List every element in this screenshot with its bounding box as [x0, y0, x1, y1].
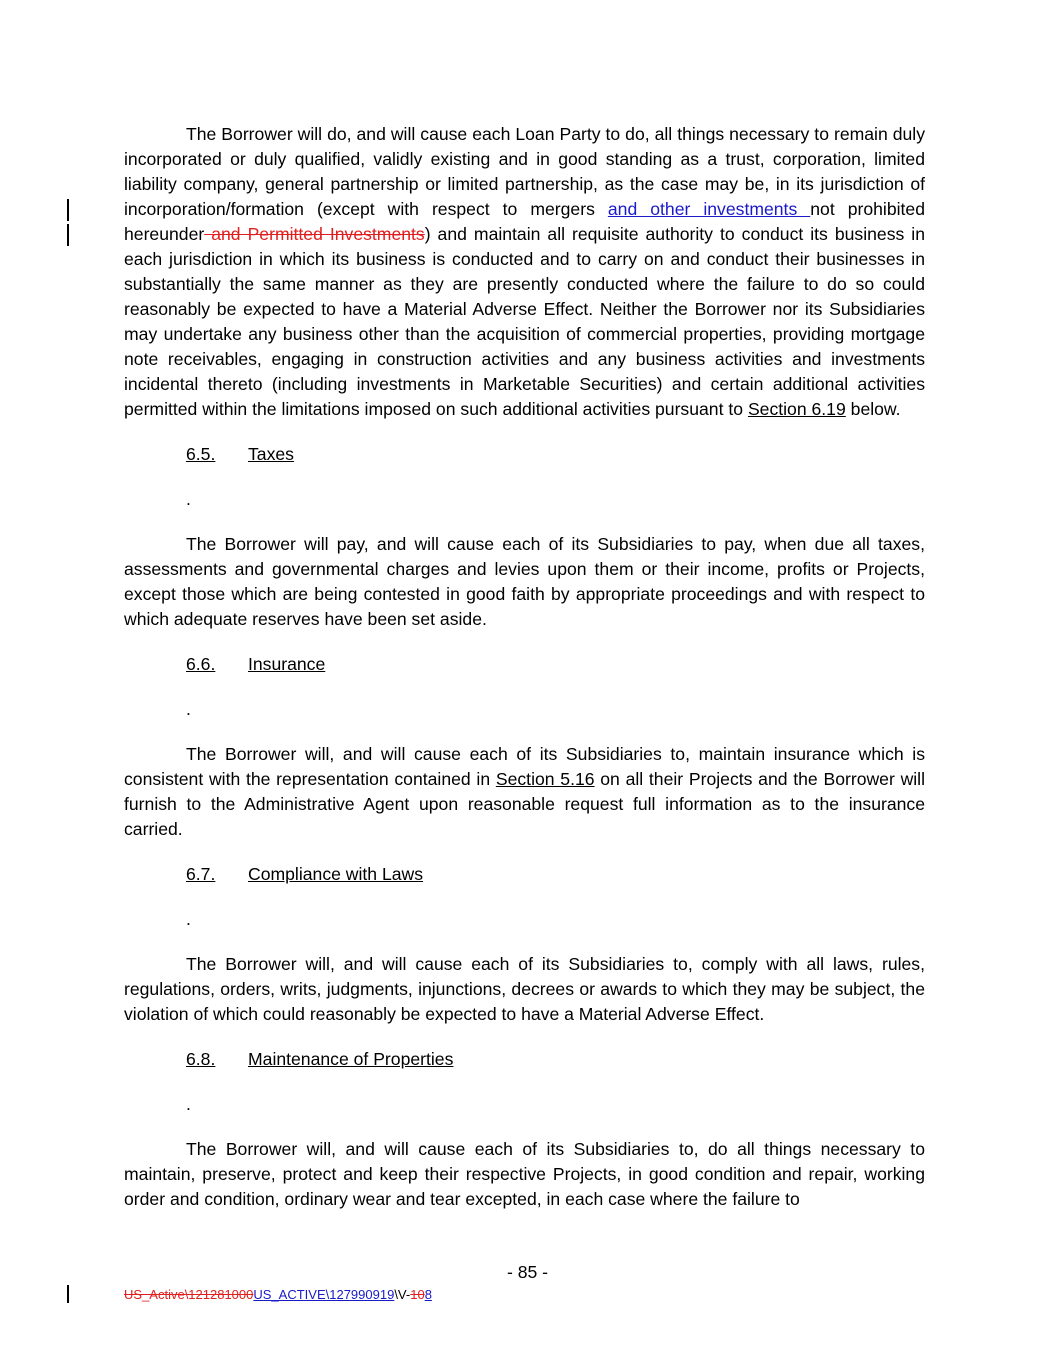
section-heading-6-6: 6.6. Insurance	[186, 654, 326, 674]
change-bar	[67, 1285, 69, 1303]
paragraph-maintenance: The Borrower will, and will cause each of its Subsidiaries to, do all things necessary to maintain, preserve, protect and keep their respective Projects, in good condition and repair, working order and condition, ordinary wear and tear excepted, in each case where the failure to	[124, 1139, 925, 1209]
change-bar	[67, 224, 69, 246]
dot-line: .	[186, 699, 191, 719]
section-heading-6-5: 6.5. Taxes	[186, 444, 294, 464]
dot-line: .	[186, 489, 191, 509]
page-number: - 85 -	[506, 1262, 549, 1282]
paragraph-taxes: The Borrower will pay, and will cause each of its Subsidiaries to pay, when due all taxes, assessments and governmental charges and levies upon them or their income, profits or Projects, except those which are being contested in good faith by appropriate proceedings and with respect to which adequate reserves have been set aside.	[124, 534, 925, 629]
section-reference[interactable]: Section 6.19	[747, 399, 846, 419]
deleted-text: and Permitted Investments	[204, 224, 425, 244]
document-id: US_Active\121281000US_ACTIVE\127990919\V-108	[124, 1287, 432, 1302]
section-reference[interactable]: Section 5.16	[495, 769, 595, 789]
dot-line: .	[186, 1094, 191, 1114]
document-page	[124, 122, 925, 1232]
paragraph-compliance: The Borrower will, and will cause each of its Subsidiaries to, comply with all laws, rules, regulations, orders, writs, judgments, injunctions, decrees or awards to which they may be subject, the violation of which could reasonably be expected to have a Material Adverse Effect.	[124, 954, 925, 1024]
paragraph-insurance: The Borrower will, and will cause each of its Subsidiaries to, maintain insurance which is consistent with the representation contained in Section 5.16 on all their Projects and the Borrower will furnish to the Administrative Agent upon reasonable request full information as to the insurance carried.	[124, 744, 925, 839]
section-heading-6-8: 6.8. Maintenance of Properties	[186, 1049, 454, 1069]
inserted-text: and other investments	[607, 199, 811, 219]
paragraph-existence: The Borrower will do, and will cause each Loan Party to do, all things necessary to remain duly incorporated or duly qualified, validly existing and in good standing as a trust, corporation, limited liability company, general partnership or limited partnership, as the case may be, in its jurisdiction of incorporation/formation (except with respect to mergers and other investments not prohibited hereunder and Permitted Investments) and maintain all requisite authority to conduct its business in each jurisdiction in which its business is conducted and to carry on and conduct their businesses in substantially the same manner as they are presently conducted where the failure to do so could reasonably be expected to have a Material Adverse Effect. Neither the Borrower nor its Subsidiaries may undertake any business other than the acquisition of commercial properties, providing mortgage note receivables, engaging in construction activities and any business activities and investments incidental thereto (including investments in Marketable Securities) and certain additional activities permitted within the limitations imposed on such additional activities pursuant to Section 6.19 below.	[124, 124, 925, 419]
dot-line: .	[186, 909, 191, 929]
change-bar	[67, 199, 69, 221]
section-heading-6-7: 6.7. Compliance with Laws	[186, 864, 424, 884]
